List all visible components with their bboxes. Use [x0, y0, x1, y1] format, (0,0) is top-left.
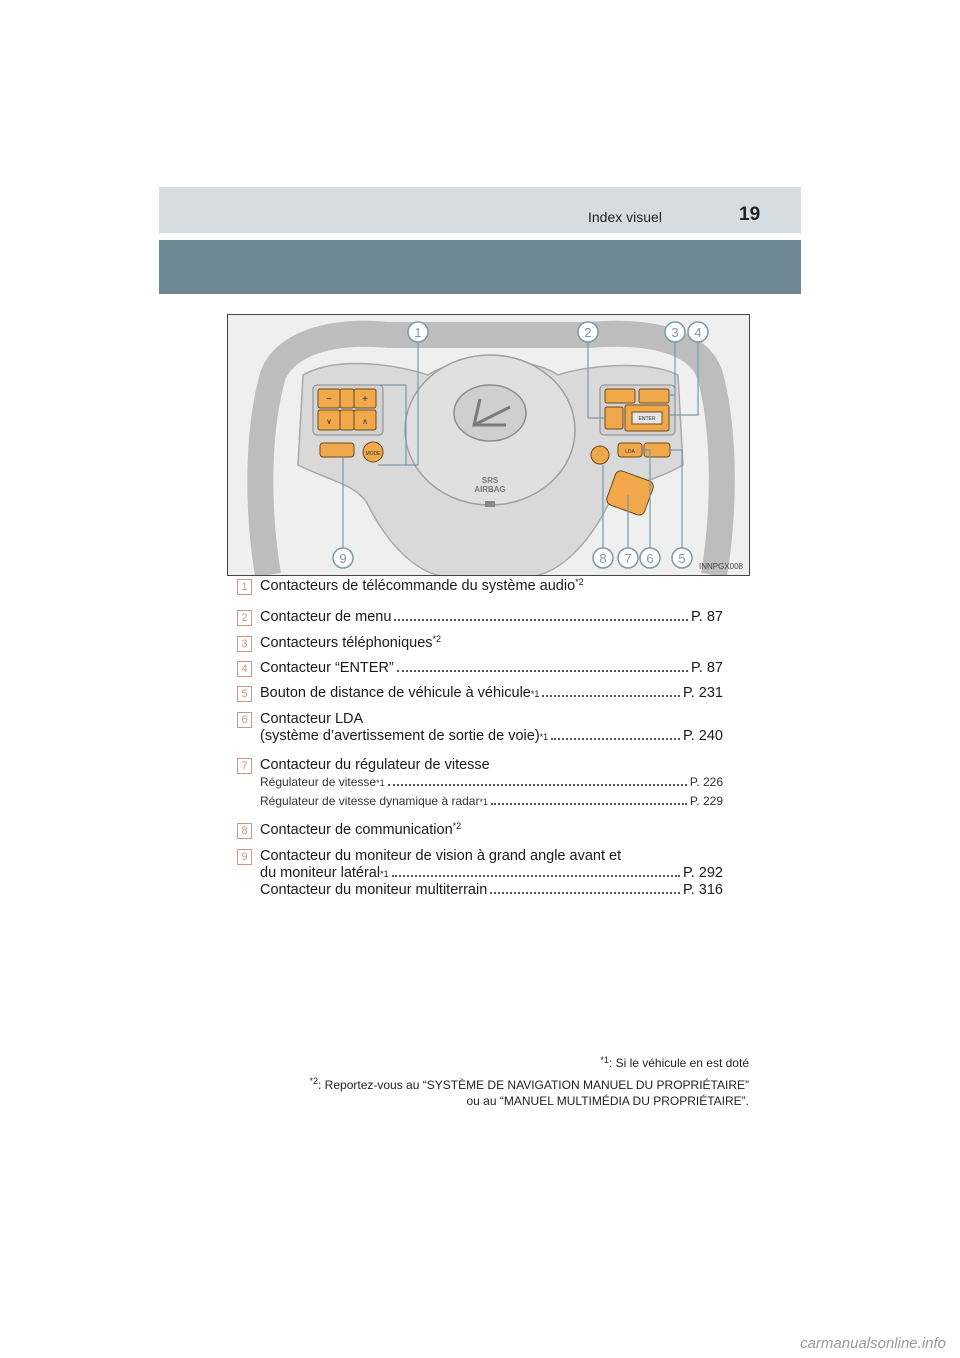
- steering-wheel-illustration: [228, 315, 750, 576]
- item-number: 8: [237, 823, 252, 839]
- callout-4: 4: [694, 325, 702, 340]
- watermark: carmanualsonline.info: [800, 1335, 946, 1352]
- item-label: Contacteur de communication: [260, 822, 453, 838]
- item-number: 2: [237, 610, 252, 626]
- item-label: Bouton de distance de véhicule à véhicule: [260, 685, 531, 701]
- page-number: 19: [739, 204, 761, 225]
- menu-button: [605, 407, 623, 429]
- footnote-1-mark: *1: [600, 1055, 609, 1065]
- page-ref-link[interactable]: P. 229: [689, 794, 723, 808]
- callout-8: 8: [599, 551, 607, 566]
- footnote-mark: *1: [539, 732, 549, 742]
- item-label-continued: (système d’avertissement de sortie de voie): [260, 728, 540, 744]
- callout-6: 6: [646, 551, 654, 566]
- footnote-mark: *2: [575, 577, 584, 587]
- talk-button: [591, 446, 609, 464]
- page-ref-link[interactable]: P. 240: [682, 728, 723, 744]
- page-ref-link[interactable]: P. 87: [691, 609, 723, 625]
- footnote-mark: *1: [380, 869, 389, 879]
- item-label: Contacteur “ENTER”: [260, 660, 394, 676]
- mute-button: [340, 389, 354, 408]
- item-label: Contacteurs téléphoniques: [260, 635, 433, 651]
- mode-button-label: MODE: [365, 451, 381, 457]
- header-band: [159, 187, 801, 233]
- callout-2: 2: [584, 325, 592, 340]
- page-ref-link[interactable]: P. 87: [691, 660, 723, 676]
- section-title: Index visuel: [588, 209, 662, 225]
- item-label: Contacteur du régulateur de vitesse: [260, 757, 490, 773]
- lda-button-label: LDA: [625, 449, 635, 455]
- item-number: 7: [237, 758, 252, 774]
- item-number: 3: [237, 636, 252, 652]
- footnote-mark: *1: [376, 778, 385, 788]
- footnote-mark: *2: [432, 634, 442, 644]
- page-ref-link[interactable]: P. 316: [682, 882, 723, 898]
- volume-plus-glyph: +: [362, 394, 368, 405]
- seek-up-glyph: ∧: [362, 417, 368, 426]
- figure-code: INNPGX008: [698, 562, 743, 571]
- seek-down-glyph: ∨: [326, 417, 332, 426]
- item-number: 5: [237, 686, 252, 702]
- callout-5: 5: [678, 551, 686, 566]
- footnote-mark: *2: [452, 821, 462, 831]
- camera-button: [320, 443, 354, 457]
- section-band: [159, 240, 801, 294]
- page-ref-link[interactable]: P. 231: [682, 685, 723, 701]
- item-label-secondary: Contacteur du moniteur multiterrain: [260, 882, 488, 898]
- callout-7: 7: [624, 551, 632, 566]
- footnote-mark: *1: [530, 689, 540, 699]
- item-number: 6: [237, 712, 252, 728]
- srs-text: SRS: [481, 476, 499, 485]
- seek-divider: [340, 410, 354, 430]
- footnote-2-text: : Reportez-vous au “SYSTÈME DE NAVIGATION MANUEL DU PROPRIÉTAIRE”: [318, 1078, 749, 1092]
- item-number: 1: [237, 579, 252, 595]
- airbag-text: AIRBAG: [474, 485, 506, 494]
- footnote-2-mark: *2: [309, 1076, 319, 1086]
- footnote-1: [600, 1056, 749, 1070]
- sub-label: Régulateur de vitesse dynamique à radar: [260, 794, 480, 808]
- item-label: Contacteur de menu: [260, 609, 392, 625]
- item-label: Contacteur LDA: [260, 711, 364, 727]
- footnote-2-text-continued: ou au “MANUEL MULTIMÉDIA DU PROPRIÉTAIRE”.: [466, 1094, 749, 1108]
- page-ref-link[interactable]: P. 226: [689, 775, 723, 789]
- logo-oval: [454, 385, 526, 441]
- item-number: 4: [237, 661, 252, 677]
- item-number: 9: [237, 849, 252, 865]
- footnote-mark: *1: [479, 797, 488, 807]
- steering-wheel-figure: [227, 314, 750, 576]
- phone-off-hook-button: [639, 389, 669, 403]
- enter-button-label: ENTER: [638, 416, 656, 422]
- airbag-badge: [485, 501, 495, 507]
- sub-label: Régulateur de vitesse: [260, 775, 377, 789]
- volume-minus-glyph: −: [326, 394, 332, 405]
- callout-3: 3: [671, 325, 679, 340]
- item-label: Contacteur du moniteur de vision à grand angle avant et: [260, 848, 622, 864]
- page-ref-link[interactable]: P. 292: [682, 865, 723, 881]
- phone-on-hook-button: [605, 389, 635, 403]
- item-label: Contacteurs de télécommande du système audio: [260, 578, 576, 594]
- callout-9: 9: [339, 551, 347, 566]
- footnote-2: [310, 1077, 750, 1109]
- item-label-continued: du moniteur latéral: [260, 865, 381, 881]
- footnote-1-text: : Si le véhicule en est doté: [608, 1056, 749, 1070]
- callout-1: 1: [414, 325, 422, 340]
